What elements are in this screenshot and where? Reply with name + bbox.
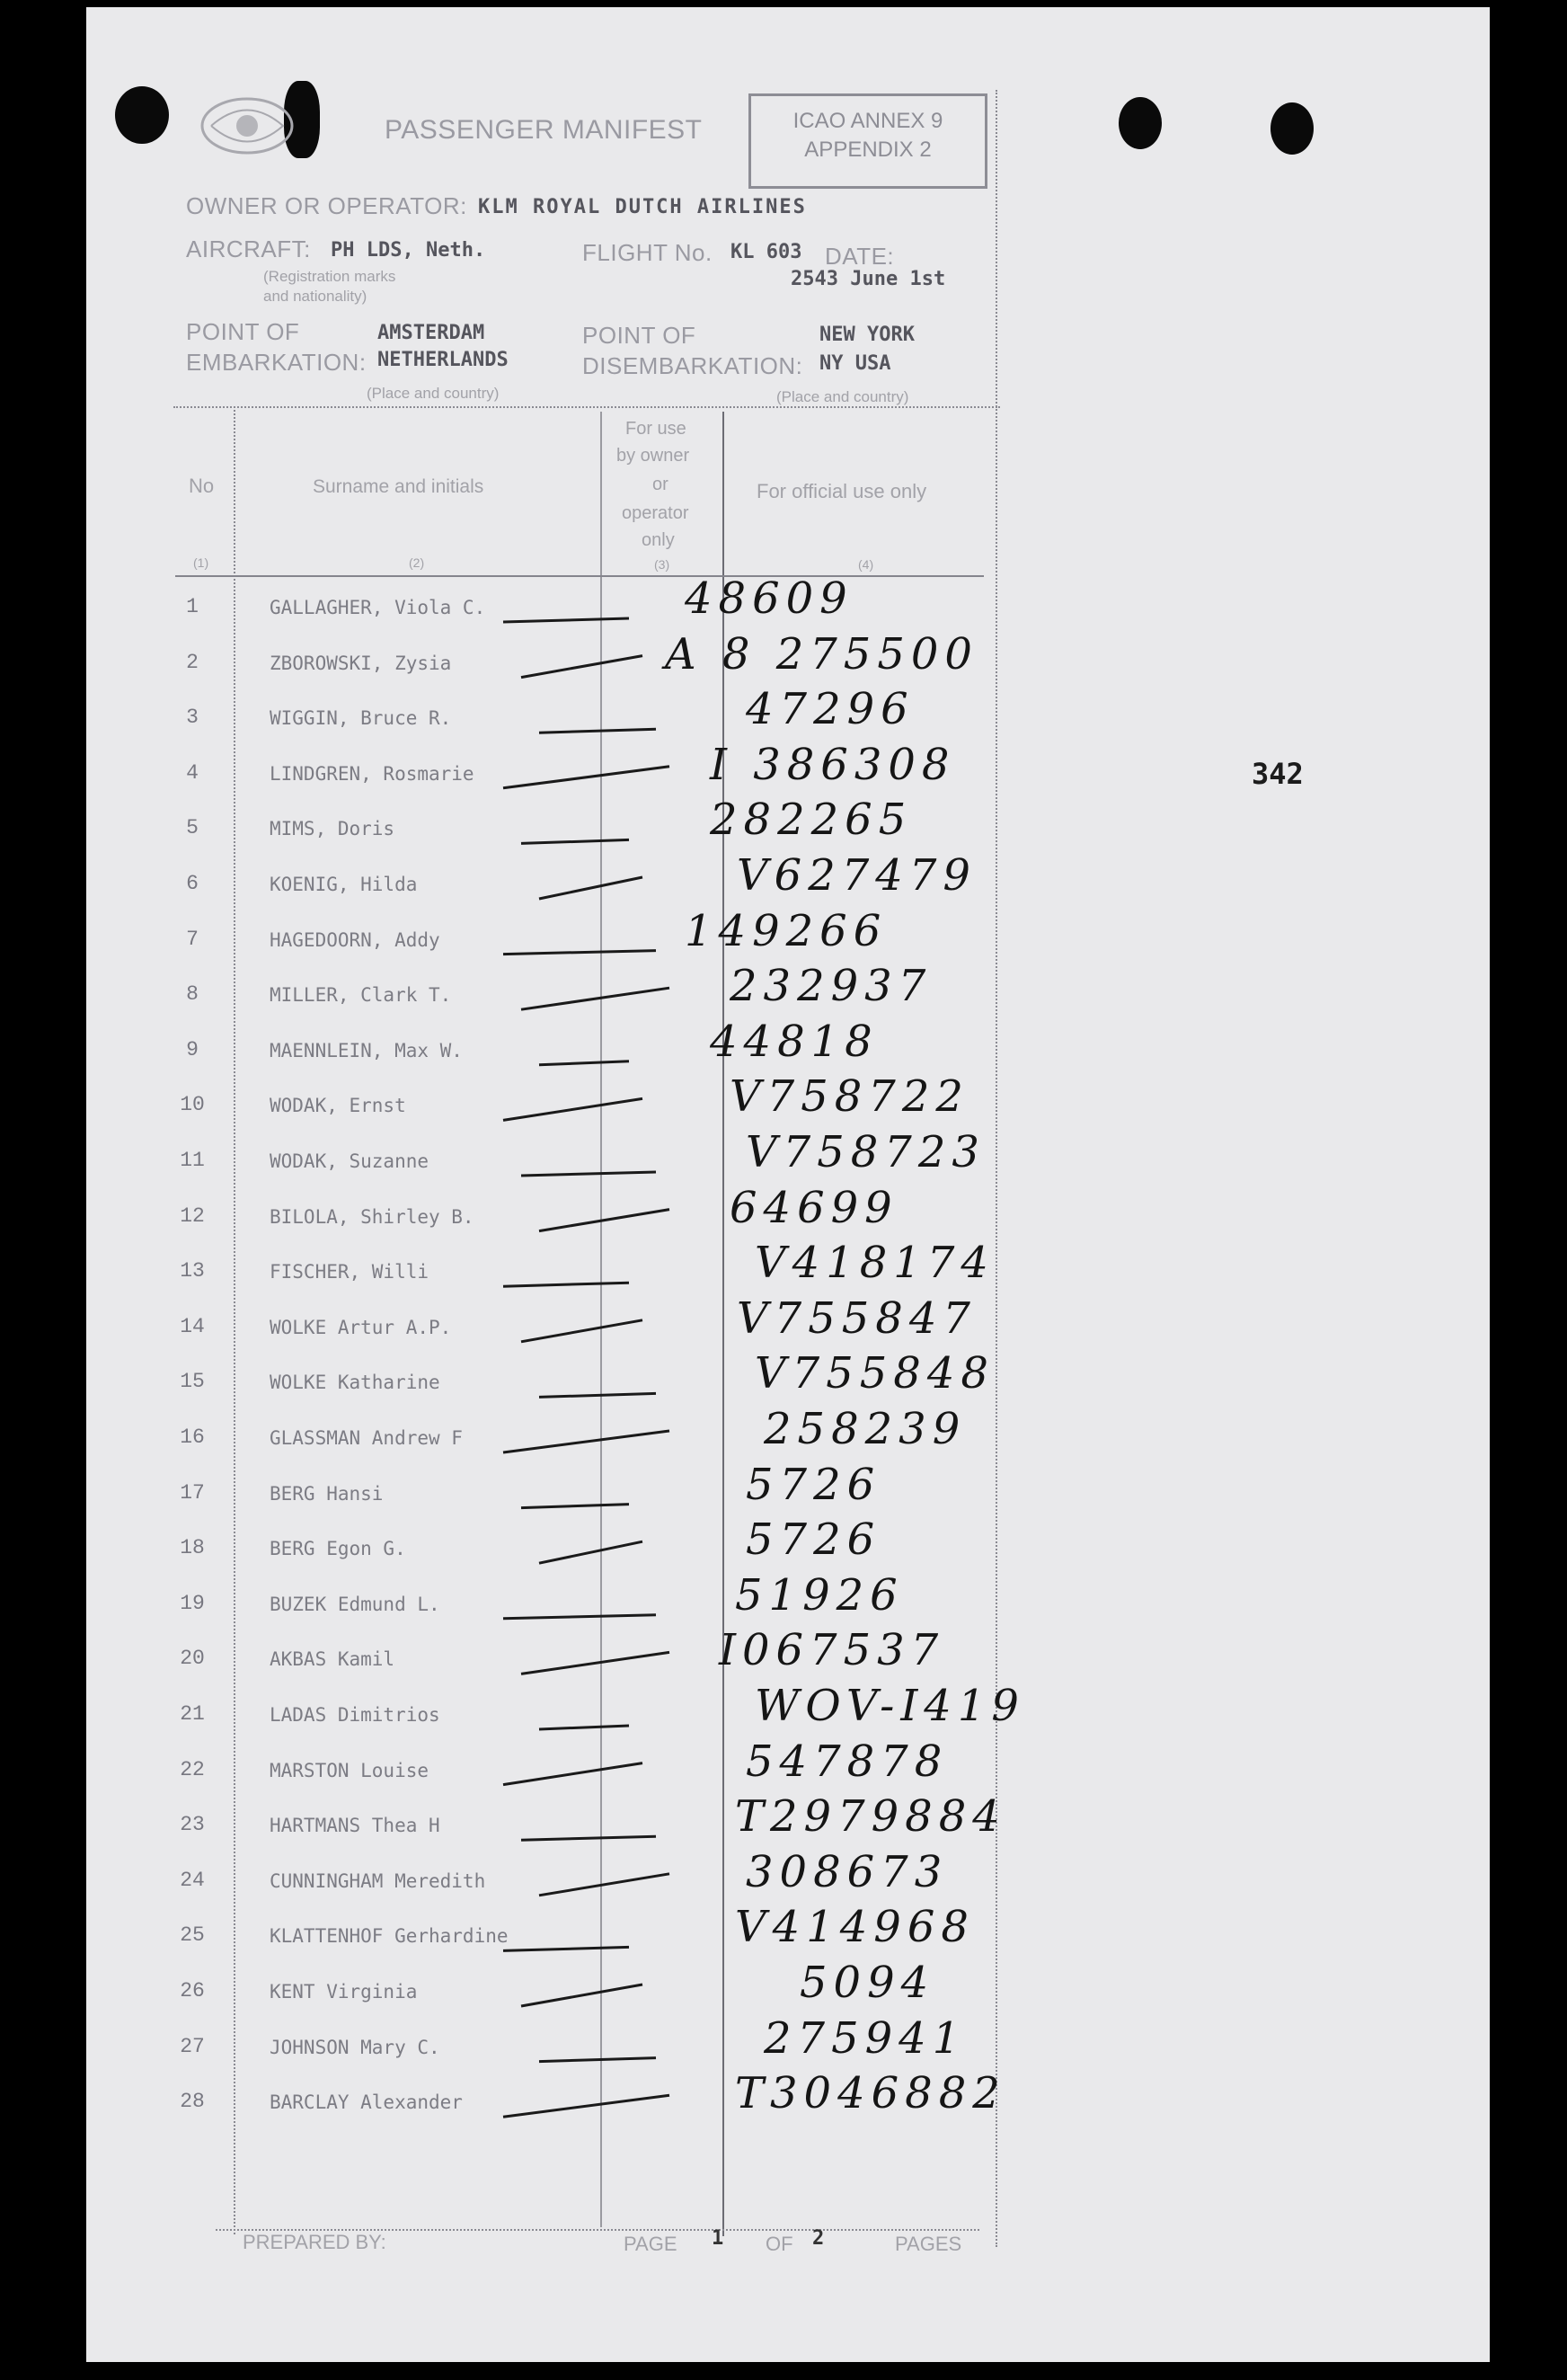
passenger-name: BARCLAY Alexander [270, 2091, 463, 2114]
passenger-name: MAENNLEIN, Max W. [270, 1039, 463, 1061]
handwritten-passport-number: I 386308 [710, 739, 956, 790]
row-number: 16 [180, 1425, 205, 1449]
disembark-hint: (Place and country) [776, 388, 909, 405]
check-mark [521, 839, 629, 843]
disembark-label-1: POINT OF [582, 322, 696, 349]
handwritten-passport-number: V755847 [737, 1292, 977, 1344]
passenger-name: LINDGREN, Rosmarie [270, 762, 474, 785]
col-header-surname: Surname and initials [313, 476, 484, 497]
row-number: 6 [186, 872, 199, 895]
passenger-name: WOLKE Artur A.P. [270, 1316, 452, 1338]
disembark-value-1: NEW YORK [819, 324, 915, 346]
row-number: 25 [180, 1923, 205, 1948]
check-mark [521, 1172, 656, 1176]
handwritten-passport-number: WOV-I419 [755, 1681, 1025, 1731]
check-mark [539, 1726, 629, 1729]
check-mark [539, 1393, 656, 1397]
check-mark [539, 1210, 669, 1231]
passenger-name: WODAK, Ernst [270, 1095, 406, 1117]
handwritten-passport-number: 308673 [746, 1846, 949, 1897]
row-number: 22 [180, 1757, 205, 1781]
row-number: 27 [180, 2034, 205, 2058]
row-number: 26 [180, 1979, 205, 2003]
handwritten-passport-number: 47296 [746, 684, 915, 735]
handwritten-passport-number: 5726 [746, 1514, 881, 1566]
row-number: 12 [180, 1203, 205, 1228]
passenger-name: JOHNSON Mary C. [270, 2036, 440, 2058]
col-index-2: (2) [409, 555, 425, 570]
handwritten-passport-number: 275941 [764, 2012, 967, 2064]
row-number: 10 [180, 1093, 205, 1117]
prepared-by-label: PREPARED BY: [243, 2231, 386, 2253]
row-number: 8 [186, 982, 199, 1007]
disembark-label-2: DISEMBARKATION: [582, 352, 803, 379]
of-value: 2 [812, 2227, 825, 2250]
check-mark [503, 1283, 629, 1286]
handwritten-passport-number: 48609 [685, 573, 854, 624]
row-number: 18 [180, 1536, 205, 1560]
passenger-name: GLASSMAN Andrew F [270, 1427, 463, 1449]
col-header-owner-1: For use [625, 419, 686, 439]
col-header-owner-3: or [652, 475, 668, 494]
col-index-4: (4) [858, 557, 874, 572]
passenger-name: LADAS Dimitrios [270, 1704, 440, 1726]
handwritten-passport-number: 282265 [710, 795, 913, 846]
col-header-no: No [189, 475, 215, 497]
date-label: DATE: [825, 243, 895, 270]
check-mark [503, 1763, 642, 1785]
handwritten-passport-number: V414968 [735, 1902, 975, 1953]
handwritten-passport-number: 44818 [710, 1016, 879, 1067]
aircraft-hint-1: (Registration marks [263, 268, 396, 285]
handwritten-passport-number: V758723 [746, 1127, 986, 1177]
check-mark [539, 2058, 656, 2062]
handwritten-passport-number: I067537 [719, 1625, 945, 1676]
check-mark [521, 1836, 656, 1840]
passenger-name: WOLKE Katharine [270, 1372, 440, 1394]
check-mark [521, 1320, 642, 1342]
check-mark [521, 1985, 642, 2006]
check-mark [539, 1541, 642, 1563]
embark-value-1: AMSTERDAM [377, 322, 485, 344]
col-index-3: (3) [654, 557, 670, 572]
passenger-name: BERG Egon G. [270, 1538, 406, 1560]
flight-label: FLIGHT No. [582, 239, 713, 266]
row-number: 1 [186, 595, 199, 618]
passenger-name: WIGGIN, Bruce R. [270, 707, 452, 730]
disembark-value-2: NY USA [819, 352, 891, 375]
row-number: 2 [186, 650, 199, 674]
owner-value: KLM ROYAL DUTCH AIRLINES [478, 196, 807, 218]
check-mark [539, 1061, 629, 1065]
embark-label-1: POINT OF [186, 318, 300, 345]
check-mark [503, 1431, 669, 1452]
passenger-name: HAGEDOORN, Addy [270, 928, 440, 951]
handwritten-passport-number: 51926 [735, 1569, 904, 1621]
handwritten-passport-number: T3046882 [735, 2068, 1006, 2119]
passenger-name: KLATTENHOF Gerhardine [270, 1925, 509, 1948]
passenger-name: KOENIG, Hilda [270, 874, 418, 895]
passenger-name: BUZEK Edmund L. [270, 1593, 440, 1615]
row-number: 4 [186, 760, 199, 785]
page-label: PAGE [624, 2233, 677, 2255]
handwritten-passport-number: V758722 [730, 1071, 969, 1123]
check-mark [503, 2095, 669, 2117]
row-number: 23 [180, 1813, 205, 1837]
handwritten-passport-number: 5094 [800, 1958, 935, 2008]
passenger-name: WODAK, Suzanne [270, 1150, 429, 1172]
row-number: 28 [180, 2090, 205, 2114]
row-number: 24 [180, 1868, 205, 1892]
passenger-name: GALLAGHER, Viola C. [270, 597, 486, 618]
passenger-name: BERG Hansi [270, 1482, 384, 1505]
col-index-1: (1) [193, 555, 209, 570]
check-mark [503, 618, 629, 622]
check-mark [539, 729, 656, 733]
row-number: 17 [180, 1480, 205, 1505]
handwritten-passport-number: 149266 [685, 905, 888, 956]
annex-line-1: ICAO ANNEX 9 [792, 109, 943, 133]
handwritten-passport-number: 64699 [730, 1182, 899, 1233]
handwritten-passport-number: 5726 [746, 1459, 881, 1510]
row-number: 11 [180, 1149, 205, 1172]
row-number: 20 [180, 1647, 205, 1671]
page-value: 1 [712, 2227, 724, 2250]
handwritten-passport-number: T2979884 [735, 1791, 1006, 1843]
row-number: 3 [186, 706, 199, 730]
pages-label: PAGES [895, 2233, 962, 2255]
aircraft-value: PH LDS, Neth. [331, 239, 486, 262]
check-mark [503, 1098, 642, 1120]
row-number: 9 [186, 1037, 199, 1061]
col-header-official: For official use only [757, 480, 927, 502]
embark-value-2: NETHERLANDS [377, 349, 509, 371]
check-mark [521, 1505, 629, 1508]
passenger-name: ZBOROWSKI, Zysia [270, 652, 452, 674]
passenger-name: HARTMANS Thea H [270, 1815, 440, 1837]
form-title: PASSENGER MANIFEST [385, 115, 703, 145]
handwritten-passport-number: 258239 [764, 1404, 967, 1454]
passenger-name: BILOLA, Shirley B. [270, 1205, 474, 1228]
check-mark [539, 877, 642, 899]
check-mark [521, 656, 642, 678]
handwritten-passport-number: V627479 [737, 850, 977, 901]
row-number: 21 [180, 1702, 205, 1726]
aircraft-hint-2: and nationality) [263, 288, 367, 305]
handwritten-passport-number: V418174 [755, 1238, 995, 1289]
check-mark [539, 1874, 669, 1896]
owner-label: OWNER OR OPERATOR: [186, 192, 467, 219]
of-label: OF [766, 2233, 793, 2255]
check-mark [521, 988, 669, 1009]
check-mark [503, 951, 656, 955]
embark-label-2: EMBARKATION: [186, 349, 367, 376]
col-header-owner-2: by owner [616, 446, 690, 466]
embark-hint: (Place and country) [367, 385, 500, 402]
handwritten-passport-number: 547878 [746, 1736, 949, 1787]
row-number: 19 [180, 1591, 205, 1615]
check-mark [521, 1652, 669, 1674]
handwritten-passport-number: 232937 [730, 961, 933, 1012]
passenger-name: MILLER, Clark T. [270, 984, 452, 1007]
row-number: 5 [186, 816, 199, 840]
col-header-owner-4: operator [622, 503, 689, 523]
row-number: 7 [186, 927, 199, 951]
row-number: 14 [180, 1314, 205, 1338]
passenger-name: CUNNINGHAM Meredith [270, 1869, 486, 1892]
side-page-number: 342 [1252, 757, 1304, 791]
passenger-name: FISCHER, Willi [270, 1261, 429, 1283]
col-header-owner-5: only [642, 530, 675, 550]
passenger-name: AKBAS Kamil [270, 1648, 395, 1671]
check-mark [503, 767, 669, 788]
passenger-name: KENT Virginia [270, 1981, 418, 2003]
check-mark [503, 1615, 656, 1619]
passenger-name: MIMS, Doris [270, 818, 395, 840]
passenger-name: MARSTON Louise [270, 1759, 429, 1781]
handwritten-passport-number: A 8 275500 [665, 628, 978, 679]
handwritten-passport-number: V755848 [755, 1348, 995, 1399]
annex-line-2: APPENDIX 2 [804, 138, 932, 162]
aircraft-label: AIRCRAFT: [186, 235, 311, 262]
check-mark [503, 1947, 629, 1950]
row-number: 13 [180, 1259, 205, 1283]
row-number: 15 [180, 1370, 205, 1394]
date-value: 2543 June 1st [791, 268, 946, 290]
flight-value: KL 603 [730, 241, 802, 263]
